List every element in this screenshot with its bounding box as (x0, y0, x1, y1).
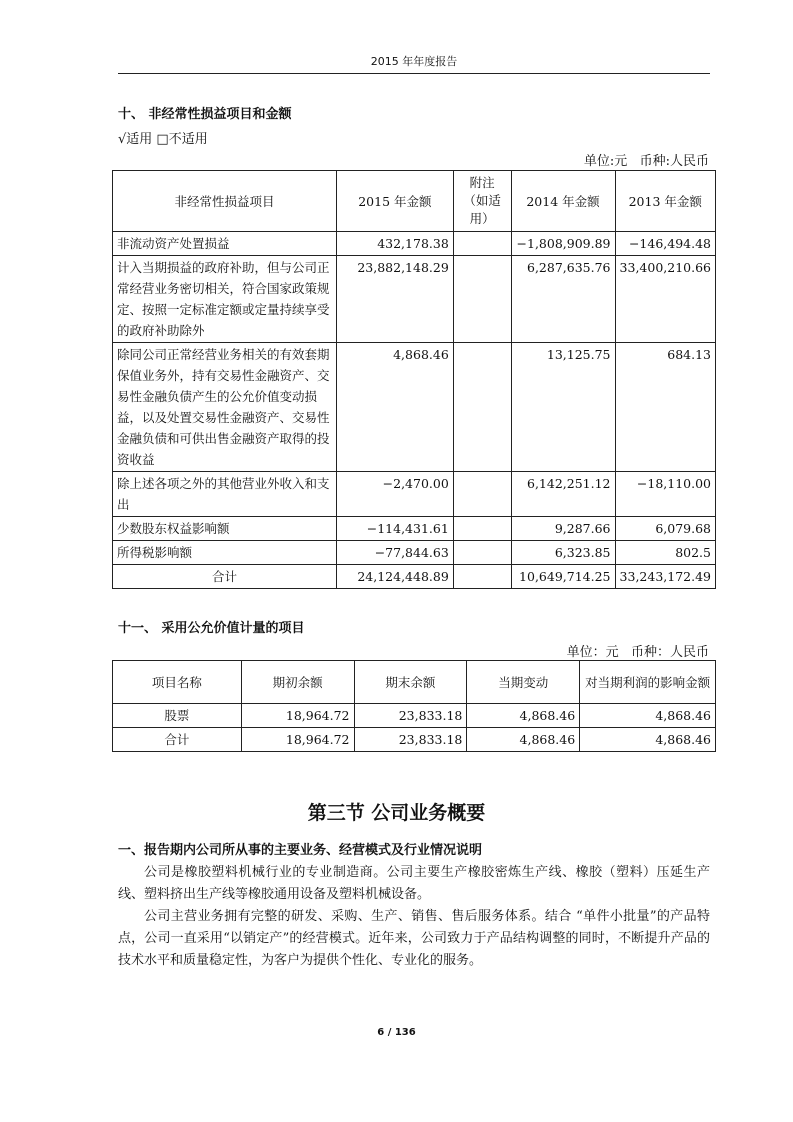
note-cell (453, 517, 511, 541)
section-3-title: 第三节 公司业务概要 (307, 802, 486, 824)
table-total-row (113, 565, 716, 589)
value-2015: 23,882,148.29 (336, 256, 453, 343)
col-header-2015: 2015 年金额 (336, 171, 453, 232)
profit-impact: 4,868.46 (580, 704, 716, 728)
value-2014: 6,287,635.76 (511, 256, 615, 343)
section-3-subheading: 一、报告期内公司所从事的主要业务、经营模式及行业情况说明 (118, 843, 483, 858)
col-header-item: 非经常性损益项目 (113, 171, 337, 232)
closing-balance: 23,833.18 (354, 728, 467, 752)
row-item: 所得税影响额 (113, 541, 337, 565)
total-2014: 10,649,714.25 (511, 565, 615, 589)
value-2014: −1,808,909.89 (511, 232, 615, 256)
col-header-impact: 对当期利润的影响金额 (580, 661, 716, 704)
value-2013: −18,110.00 (615, 472, 716, 517)
total-2013: 33,243,172.49 (615, 565, 716, 589)
note-cell (453, 541, 511, 565)
table-row (113, 232, 716, 256)
value-2013: −146,494.48 (615, 232, 716, 256)
value-2014: 13,125.75 (511, 343, 615, 472)
opening-balance: 18,964.72 (241, 728, 354, 752)
value-2013: 684.13 (615, 343, 716, 472)
table-header-row (113, 171, 716, 232)
table-row (113, 728, 716, 752)
table-row (113, 256, 716, 343)
col-header-close: 期末余额 (354, 661, 467, 704)
fair-value-table (112, 660, 716, 752)
nonrecurring-gains-table (112, 170, 716, 589)
total-label: 合计 (113, 565, 337, 589)
header-rule (118, 73, 710, 74)
value-2014: 9,287.66 (511, 517, 615, 541)
page-header: 2015 年年度报告 (370, 55, 458, 68)
table-row (113, 541, 716, 565)
period-change: 4,868.46 (467, 728, 580, 752)
note-cell (453, 343, 511, 472)
table-header-row (113, 661, 716, 704)
table-row (113, 343, 716, 472)
paragraph-2: 公司主营业务拥有完整的研发、采购、生产、销售、售后服务体系。结合 “单件小批量”的产品特点，公司一直采用“以销定产”的经营模式。近年来，公司致力于产品结构调整的同时，不断提升产品的技术水平和质量稳定性，为客户为提供个性化、专业化的服务。 (118, 909, 710, 968)
closing-balance: 23,833.18 (354, 704, 467, 728)
note-cell (453, 565, 511, 589)
table-row (113, 472, 716, 517)
period-change: 4,868.46 (467, 704, 580, 728)
row-item: 除同公司正常经营业务相关的有效套期保值业务外，持有交易性金融资产、交易性金融负债产生的公允价值变动损益，以及处置交易性金融资产、交易性金融负债和可供出售金融资产取得的投资收益 (113, 343, 337, 472)
table-row (113, 517, 716, 541)
value-2015: −77,844.63 (336, 541, 453, 565)
row-item: 少数股东权益影响额 (113, 517, 337, 541)
profit-impact: 4,868.46 (580, 728, 716, 752)
applicability-options: √适用 □不适用 (118, 132, 208, 147)
total-2015: 24,124,448.89 (336, 565, 453, 589)
value-2015: −114,431.61 (336, 517, 453, 541)
opening-balance: 18,964.72 (241, 704, 354, 728)
item-name: 股票 (113, 704, 242, 728)
row-item: 非流动资产处置损益 (113, 232, 337, 256)
value-2015: −2,470.00 (336, 472, 453, 517)
note-cell (453, 472, 511, 517)
paragraph-1: 公司是橡胶塑料机械行业的专业制造商。公司主要生产橡胶密炼生产线、橡胶（塑料）压延生产线、塑料挤出生产线等橡胶通用设备及塑料机械设备。 (118, 865, 710, 902)
col-header-2013: 2013 年金额 (615, 171, 716, 232)
section-11-heading: 十一、 采用公允价值计量的项目 (118, 621, 305, 636)
col-header-2014: 2014 年金额 (511, 171, 615, 232)
table-row (113, 704, 716, 728)
unit-label-2: 单位：元 币种：人民币 (566, 645, 709, 660)
value-2015: 432,178.38 (336, 232, 453, 256)
col-header-open: 期初余额 (241, 661, 354, 704)
col-header-change: 当期变动 (467, 661, 580, 704)
value-2013: 802.5 (615, 541, 716, 565)
value-2014: 6,323.85 (511, 541, 615, 565)
col-header-note: 附注（如适用） (453, 171, 511, 232)
value-2013: 6,079.68 (615, 517, 716, 541)
value-2013: 33,400,210.66 (615, 256, 716, 343)
col-header-name: 项目名称 (113, 661, 242, 704)
value-2015: 4,868.46 (336, 343, 453, 472)
row-item: 除上述各项之外的其他营业外收入和支出 (113, 472, 337, 517)
note-cell (453, 256, 511, 343)
note-cell (453, 232, 511, 256)
unit-label-1: 单位:元 币种:人民币 (583, 154, 709, 169)
value-2014: 6,142,251.12 (511, 472, 615, 517)
section-10-heading: 十、 非经常性损益项目和金额 (118, 107, 292, 122)
item-name: 合计 (113, 728, 242, 752)
page-number: 6 / 136 (377, 1027, 416, 1038)
row-item: 计入当期损益的政府补助，但与公司正常经营业务密切相关，符合国家政策规定、按照一定标准定额或定量持续享受的政府补助除外 (113, 256, 337, 343)
